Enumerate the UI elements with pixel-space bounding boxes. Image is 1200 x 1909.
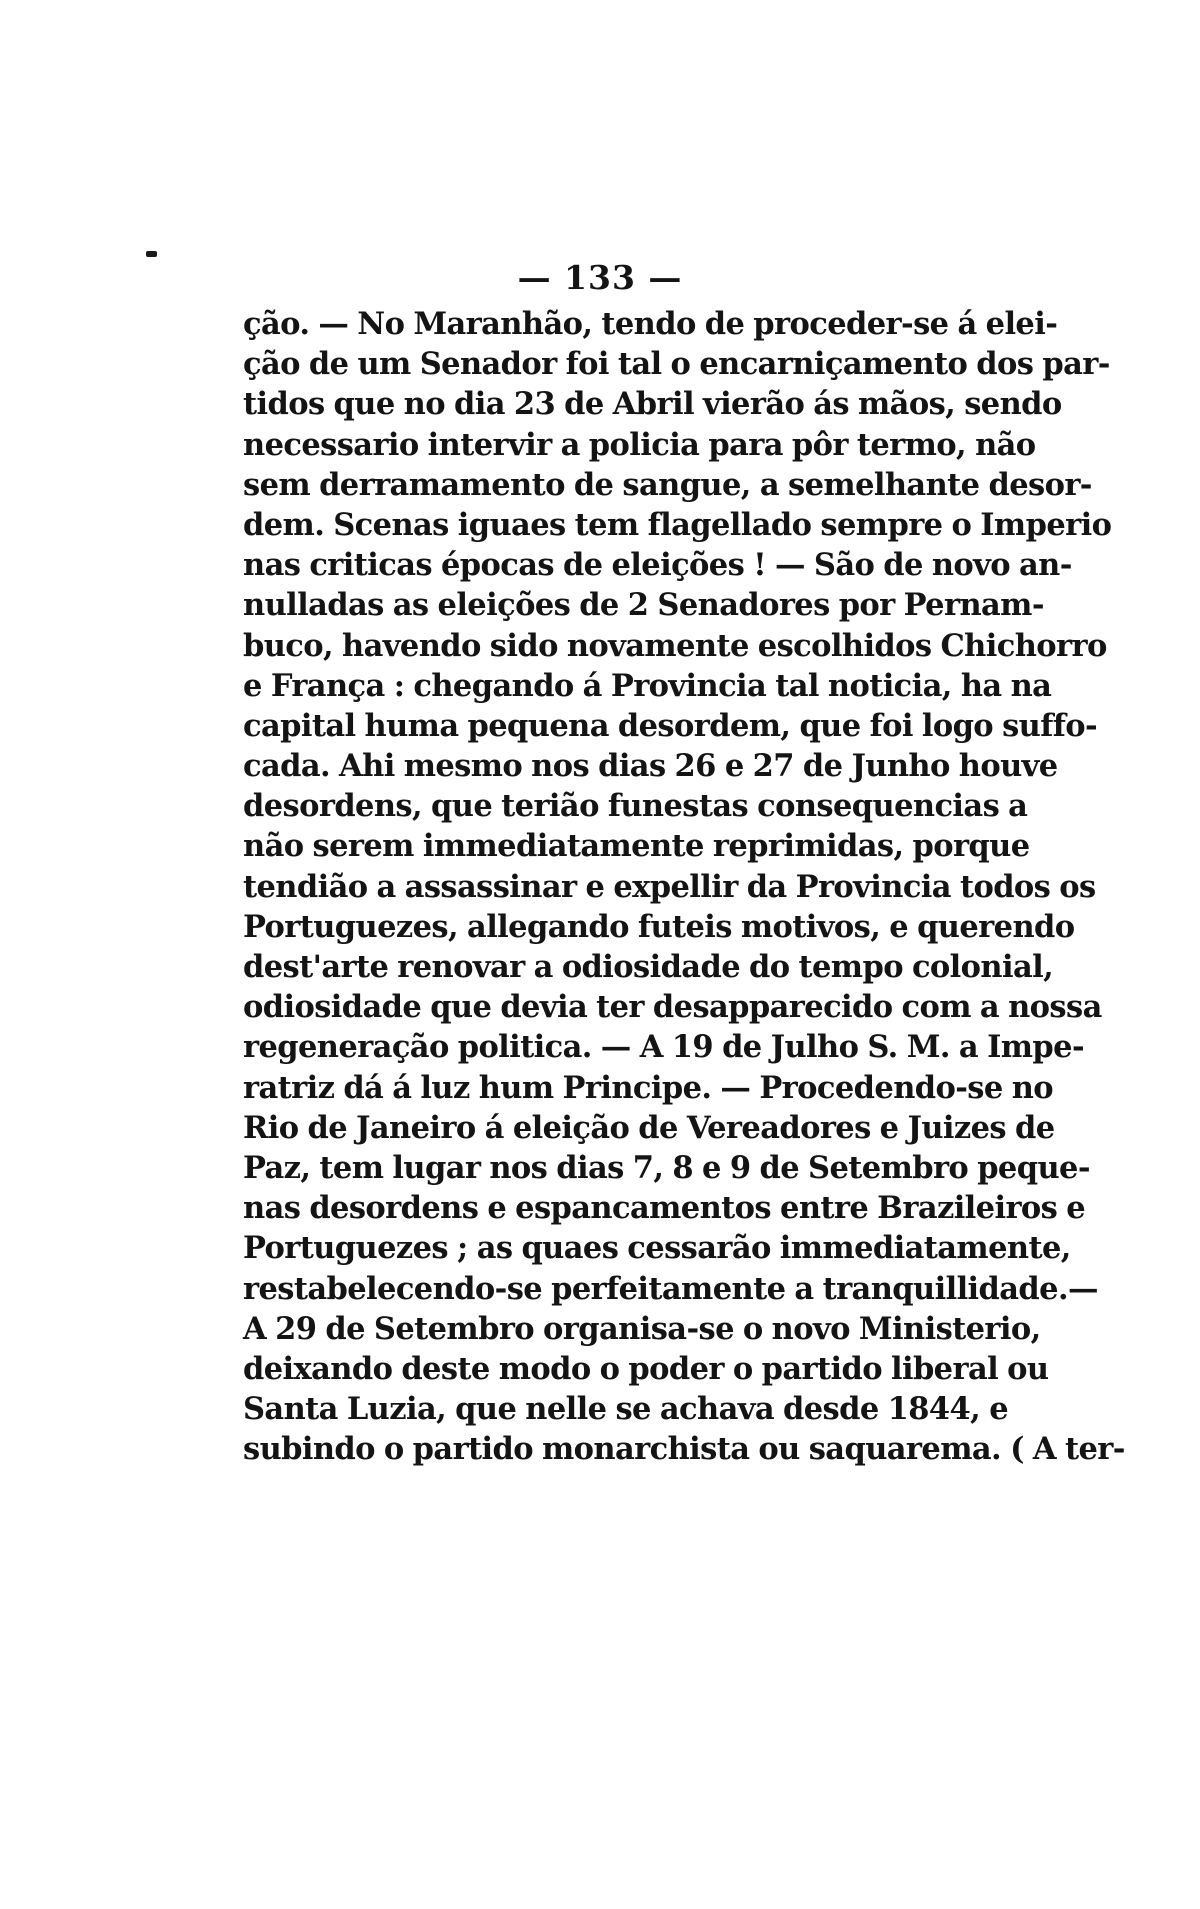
text-line: capital huma pequena desordem, que foi logo suffo- xyxy=(243,707,1098,744)
text-line: Santa Luzia, que nelle se achava desde 1844, e xyxy=(243,1391,1009,1428)
text-line: Paz, tem lugar nos dias 7, 8 e 9 de Setembro peque- xyxy=(243,1149,1090,1186)
text-line: tendião a assassinar e expellir da Provincia todos os xyxy=(243,868,1096,905)
text-line: subindo o partido monarchista ou saquarema. ( A ter- xyxy=(243,1431,1125,1468)
text-line: buco, havendo sido novamente escolhidos Chichorro xyxy=(243,627,1107,664)
text-line: restabelecendo-se perfeitamente a tranquillidade.— xyxy=(243,1270,1098,1307)
text-line: ção de um Senador foi tal o encarniçamento dos par- xyxy=(243,346,1110,383)
text-line: nas criticas épocas de eleições ! — São de novo an- xyxy=(243,547,1072,584)
stray-ink-mark xyxy=(146,251,157,257)
text-line: nas desordens e espancamentos entre Brazileiros e xyxy=(243,1190,1086,1227)
text-line: nulladas as eleições de 2 Senadores por Pernam- xyxy=(243,587,1044,624)
text-line: dem. Scenas iguaes tem flagellado sempre o Imperio xyxy=(243,506,1112,543)
text-line: deixando deste modo o poder o partido liberal ou xyxy=(243,1350,1049,1387)
text-line: sem derramamento de sangue, a semelhante desor- xyxy=(243,466,1092,503)
text-line: regeneração politica. — A 19 de Julho S. M. a Impe- xyxy=(243,1029,1085,1066)
body-text xyxy=(243,304,1125,1469)
text-line: necessario intervir a policia para pôr termo, não xyxy=(243,426,1036,463)
text-line: ção. — No Maranhão, tendo de proceder-se á elei- xyxy=(243,306,1058,342)
text-line: odiosidade que devia ter desapparecido com a nossa xyxy=(243,989,1102,1026)
text-line: A 29 de Setembro organisa-se o novo Ministerio, xyxy=(243,1310,1041,1347)
text-line: e França : chegando á Provincia tal noticia, ha na xyxy=(243,667,1052,704)
page-number: — 133 — xyxy=(517,258,683,297)
text-line: desordens, que terião funestas consequencias a xyxy=(243,788,1028,825)
text-line: dest'arte renovar a odiosidade do tempo colonial, xyxy=(243,949,1054,985)
text-line: Portuguezes, allegando futeis motivos, e querendo xyxy=(243,908,1075,945)
text-line: tidos que no dia 23 de Abril vierão ás mãos, sendo xyxy=(243,386,1062,423)
text-line: cada. Ahi mesmo nos dias 26 e 27 de Junho houve xyxy=(243,748,1058,785)
text-line: Portuguezes ; as quaes cessarão immediatamente, xyxy=(243,1230,1071,1267)
text-line: não serem immediatamente reprimidas, porque xyxy=(243,828,1030,865)
text-line: ratriz dá á luz hum Principe. — Procedendo-se no xyxy=(243,1069,1054,1106)
text-line: Rio de Janeiro á eleição de Vereadores e Juizes de xyxy=(243,1109,1055,1146)
